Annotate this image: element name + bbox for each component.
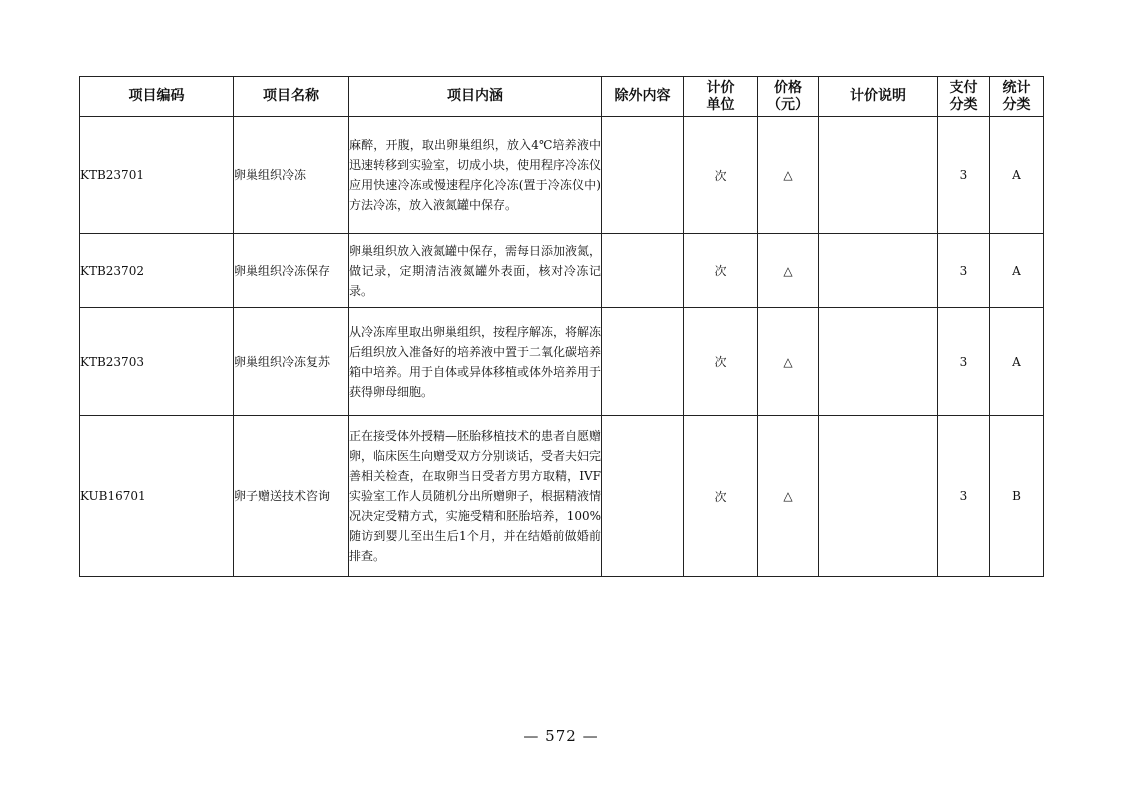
header-payment-class-line1: 支付 xyxy=(949,79,978,96)
table-row xyxy=(80,308,1044,416)
item-pricing-note xyxy=(819,416,938,577)
page-number: — 572 — xyxy=(523,727,599,745)
header-statistics-class-line1: 统计 xyxy=(1002,79,1031,96)
table-header-row xyxy=(80,77,1044,117)
header-exclusion: 除外内容 xyxy=(602,77,684,117)
header-pricing-unit-line2: 单位 xyxy=(706,96,735,113)
item-code: KTB23703 xyxy=(80,308,234,416)
item-payment-class: 3 xyxy=(938,234,990,308)
item-code: KTB23702 xyxy=(80,234,234,308)
header-pricing-unit-line1: 计价 xyxy=(706,79,735,96)
item-content: 正在接受体外授精—胚胎移植技术的患者自愿赠卵，临床医生向赠受双方分别谈话，受者夫妇完善相关检查，在取卵当日受者方男方取精，IVF实验室工作人员随机分出所赠卵子，根据精液情况决定受精方式，实施受精和胚胎培养，100%随访到婴儿至出生后1个月，并在结婚前做婚前排查。 xyxy=(349,416,602,577)
item-payment-class: 3 xyxy=(938,308,990,416)
item-code: KUB16701 xyxy=(80,416,234,577)
header-statistics-class-line2: 分类 xyxy=(1002,96,1031,113)
header-price-line1: 价格 xyxy=(774,79,802,96)
item-pricing-unit: 次 xyxy=(684,308,758,416)
item-pricing-note xyxy=(819,117,938,234)
header-pricing-unit xyxy=(684,77,758,117)
fee-schedule-table xyxy=(79,76,1044,577)
table-row xyxy=(80,416,1044,577)
header-item-name: 项目名称 xyxy=(234,77,349,117)
item-price: △ xyxy=(758,416,819,577)
item-statistics-class: B xyxy=(990,416,1044,577)
item-name: 卵巢组织冷冻保存 xyxy=(234,234,349,308)
item-statistics-class: A xyxy=(990,117,1044,234)
item-name: 卵巢组织冷冻 xyxy=(234,117,349,234)
item-exclusion xyxy=(602,416,684,577)
header-payment-class-line2: 分类 xyxy=(949,96,978,113)
item-exclusion xyxy=(602,117,684,234)
item-content: 麻醉，开腹，取出卵巢组织，放入4℃培养液中迅速转移到实验室，切成小块，使用程序冷冻仪应用快速冷冻或慢速程序化冷冻(置于冷冻仪中)方法冷冻，放入液氮罐中保存。 xyxy=(349,117,602,234)
item-pricing-unit: 次 xyxy=(684,234,758,308)
item-pricing-unit: 次 xyxy=(684,117,758,234)
header-item-content: 项目内涵 xyxy=(349,77,602,117)
header-item-code: 项目编码 xyxy=(80,77,234,117)
item-code: KTB23701 xyxy=(80,117,234,234)
header-price xyxy=(758,77,819,117)
table-row xyxy=(80,117,1044,234)
table-row xyxy=(80,234,1044,308)
item-pricing-unit: 次 xyxy=(684,416,758,577)
item-exclusion xyxy=(602,234,684,308)
item-pricing-note xyxy=(819,308,938,416)
item-exclusion xyxy=(602,308,684,416)
item-content: 卵巢组织放入液氮罐中保存，需每日添加液氮，做记录，定期清洁液氮罐外表面，核对冷冻记录。 xyxy=(349,234,602,308)
item-price: △ xyxy=(758,234,819,308)
item-pricing-note xyxy=(819,234,938,308)
header-payment-class xyxy=(938,77,990,117)
header-statistics-class xyxy=(990,77,1044,117)
item-price: △ xyxy=(758,117,819,234)
item-payment-class: 3 xyxy=(938,416,990,577)
header-pricing-note: 计价说明 xyxy=(819,77,938,117)
item-content: 从冷冻库里取出卵巢组织，按程序解冻，将解冻后组织放入准备好的培养液中置于二氧化碳培养箱中培养。用于自体或异体移植或体外培养用于获得卵母细胞。 xyxy=(349,308,602,416)
item-statistics-class: A xyxy=(990,234,1044,308)
item-name: 卵巢组织冷冻复苏 xyxy=(234,308,349,416)
item-price: △ xyxy=(758,308,819,416)
item-statistics-class: A xyxy=(990,308,1044,416)
item-payment-class: 3 xyxy=(938,117,990,234)
item-name: 卵子赠送技术咨询 xyxy=(234,416,349,577)
header-price-line2: （元） xyxy=(767,96,809,113)
